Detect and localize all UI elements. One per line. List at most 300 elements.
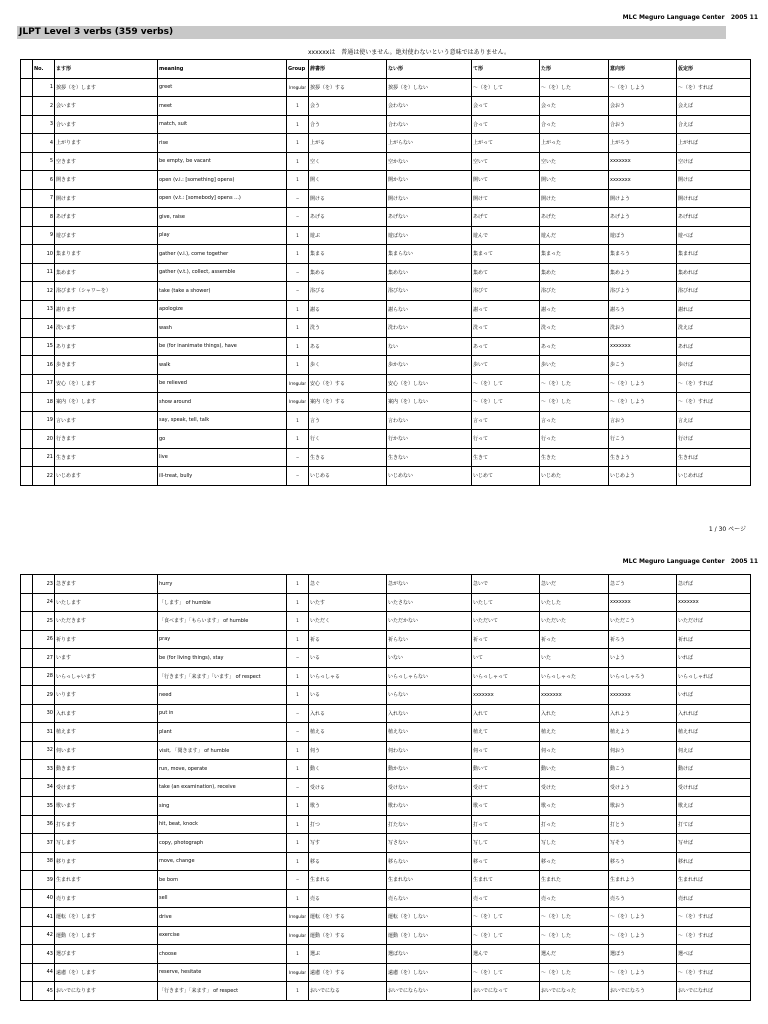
table-row bbox=[21, 871, 751, 890]
conditional-form-cell: 選べば bbox=[677, 945, 751, 964]
meaning-cell: sell bbox=[158, 889, 287, 908]
meaning-cell: say, speak, tell, talk bbox=[158, 411, 287, 430]
verb-group-cell: Irregular bbox=[287, 393, 309, 412]
ta-form-cell: 開けた bbox=[540, 189, 609, 208]
row-margin-cell bbox=[21, 337, 33, 356]
te-form-cell: ～（を）して bbox=[472, 963, 540, 982]
masu-form-cell: 開きます bbox=[55, 171, 158, 190]
nai-form-cell: 挨拶（を）しない bbox=[387, 78, 472, 97]
col-header-meaning: meaning bbox=[158, 60, 287, 79]
conditional-form-cell: いらっしゃれば bbox=[677, 667, 751, 686]
te-form-cell: 売って bbox=[472, 889, 540, 908]
masu-form-cell: 写します bbox=[55, 834, 158, 853]
conditional-form-cell: 集まれば bbox=[677, 245, 751, 264]
masu-form-cell: おいでになります bbox=[55, 982, 158, 1001]
te-form-cell: おいでになって bbox=[472, 982, 540, 1001]
table-row bbox=[21, 852, 751, 871]
ta-form-cell: ～（を）した bbox=[540, 963, 609, 982]
meaning-cell: choose bbox=[158, 945, 287, 964]
conditional-form-cell: 移れば bbox=[677, 852, 751, 871]
conditional-form-cell: 洗えば bbox=[677, 319, 751, 338]
te-form-cell: 選んで bbox=[472, 945, 540, 964]
meaning-cell: run, move, operate bbox=[158, 760, 287, 779]
te-form-cell: 合って bbox=[472, 115, 540, 134]
conditional-form-cell: 入れれば bbox=[677, 704, 751, 723]
page-header-1 bbox=[623, 14, 758, 21]
masu-form-cell: 打ちます bbox=[55, 815, 158, 834]
meaning-cell: sing bbox=[158, 797, 287, 816]
dictionary-form-cell: 行く bbox=[309, 430, 387, 449]
ta-form-cell: 洗った bbox=[540, 319, 609, 338]
verb-group-cell: 1 bbox=[287, 741, 309, 760]
verb-group-cell: Irregular bbox=[287, 374, 309, 393]
te-form-cell: いただいて bbox=[472, 612, 540, 631]
meaning-cell: be (for inanimate things), have bbox=[158, 337, 287, 356]
meaning-cell: be (for living things), stay bbox=[158, 649, 287, 668]
masu-form-cell: 洗います bbox=[55, 319, 158, 338]
te-form-cell: 洗って bbox=[472, 319, 540, 338]
dictionary-form-cell: 安心（を）する bbox=[309, 374, 387, 393]
conditional-form-cell: 急げば bbox=[677, 575, 751, 594]
verb-number-cell: 6 bbox=[33, 171, 55, 190]
verb-group-cell: 1 bbox=[287, 134, 309, 153]
nai-form-cell: 歌わない bbox=[387, 797, 472, 816]
verb-group-cell: 1 bbox=[287, 300, 309, 319]
verb-group-cell: 1 bbox=[287, 630, 309, 649]
ta-form-cell: ～（を）した bbox=[540, 374, 609, 393]
row-margin-cell bbox=[21, 741, 33, 760]
masu-form-cell: 空きます bbox=[55, 152, 158, 171]
row-margin-cell bbox=[21, 926, 33, 945]
meaning-cell: 「食べます」「もらいます」 of humble bbox=[158, 612, 287, 631]
masu-form-cell: 案内（を）します bbox=[55, 393, 158, 412]
meaning-cell: put in bbox=[158, 704, 287, 723]
verb-group-cell: − bbox=[287, 778, 309, 797]
conditional-form-cell: 伺えば bbox=[677, 741, 751, 760]
verb-number-cell: 21 bbox=[33, 448, 55, 467]
masu-form-cell: 開けます bbox=[55, 189, 158, 208]
dictionary-form-cell: 遊ぶ bbox=[309, 226, 387, 245]
te-form-cell: ～（を）して bbox=[472, 393, 540, 412]
ta-form-cell: 急いだ bbox=[540, 575, 609, 594]
meaning-cell: plant bbox=[158, 723, 287, 742]
verb-number-cell: 38 bbox=[33, 852, 55, 871]
meaning-cell: exercise bbox=[158, 926, 287, 945]
verb-group-cell: 1 bbox=[287, 319, 309, 338]
dictionary-form-cell: 受ける bbox=[309, 778, 387, 797]
table-row bbox=[21, 723, 751, 742]
dictionary-form-cell: いただく bbox=[309, 612, 387, 631]
masu-form-cell: 急ぎます bbox=[55, 575, 158, 594]
row-margin-cell bbox=[21, 963, 33, 982]
verb-number-cell: 31 bbox=[33, 723, 55, 742]
verb-number-cell: 40 bbox=[33, 889, 55, 908]
ta-form-cell: 空いた bbox=[540, 152, 609, 171]
dictionary-form-cell: 歩く bbox=[309, 356, 387, 375]
dictionary-form-cell: 開く bbox=[309, 171, 387, 190]
masu-form-cell: います bbox=[55, 649, 158, 668]
volitional-form-cell: おいでになろう bbox=[609, 982, 677, 1001]
volitional-form-cell: 受けよう bbox=[609, 778, 677, 797]
ta-form-cell: おいでになった bbox=[540, 982, 609, 1001]
table-row bbox=[21, 889, 751, 908]
dictionary-form-cell: 合う bbox=[309, 115, 387, 134]
nai-form-cell: 集めない bbox=[387, 263, 472, 282]
verb-number-cell: 11 bbox=[33, 263, 55, 282]
row-margin-cell bbox=[21, 393, 33, 412]
verb-number-cell: 24 bbox=[33, 593, 55, 612]
masu-form-cell: 浴びます（シャワーを） bbox=[55, 282, 158, 301]
ta-form-cell: 打った bbox=[540, 815, 609, 834]
volitional-form-cell: 動こう bbox=[609, 760, 677, 779]
te-form-cell: 上がって bbox=[472, 134, 540, 153]
conditional-form-cell: 祈れば bbox=[677, 630, 751, 649]
verb-number-cell: 42 bbox=[33, 926, 55, 945]
te-form-cell: 歌って bbox=[472, 797, 540, 816]
meaning-cell: play bbox=[158, 226, 287, 245]
verb-group-cell: 1 bbox=[287, 889, 309, 908]
nai-form-cell: 打たない bbox=[387, 815, 472, 834]
table-row bbox=[21, 356, 751, 375]
dictionary-form-cell: いる bbox=[309, 686, 387, 705]
col-header-nai: ない形 bbox=[387, 60, 472, 79]
volitional-form-cell: 開けよう bbox=[609, 189, 677, 208]
te-form-cell: 歩いて bbox=[472, 356, 540, 375]
te-form-cell: 生きて bbox=[472, 448, 540, 467]
dictionary-form-cell: いらっしゃる bbox=[309, 667, 387, 686]
row-margin-cell bbox=[21, 982, 33, 1001]
te-form-cell: いたして bbox=[472, 593, 540, 612]
ta-form-cell: 歌った bbox=[540, 797, 609, 816]
masu-form-cell: いじめます bbox=[55, 467, 158, 486]
te-form-cell: 空いて bbox=[472, 152, 540, 171]
nai-form-cell: おいでにならない bbox=[387, 982, 472, 1001]
verb-number-cell: 33 bbox=[33, 760, 55, 779]
conditional-form-cell: 会えば bbox=[677, 97, 751, 116]
te-form-cell: 集めて bbox=[472, 263, 540, 282]
nai-form-cell: ない bbox=[387, 337, 472, 356]
nai-form-cell: 空かない bbox=[387, 152, 472, 171]
te-form-cell: 受けて bbox=[472, 778, 540, 797]
verb-group-cell: 1 bbox=[287, 430, 309, 449]
nai-form-cell: 上がらない bbox=[387, 134, 472, 153]
nai-form-cell: いただかない bbox=[387, 612, 472, 631]
row-margin-cell bbox=[21, 871, 33, 890]
volitional-form-cell: ～（を）しよう bbox=[609, 926, 677, 945]
volitional-form-cell: 行こう bbox=[609, 430, 677, 449]
verb-group-cell: − bbox=[287, 871, 309, 890]
ta-form-cell: 集まった bbox=[540, 245, 609, 264]
dictionary-form-cell: 開ける bbox=[309, 189, 387, 208]
meaning-cell: greet bbox=[158, 78, 287, 97]
verb-number-cell: 29 bbox=[33, 686, 55, 705]
table-row bbox=[21, 593, 751, 612]
volitional-form-cell: xxxxxxx bbox=[609, 337, 677, 356]
conditional-form-cell: 開ければ bbox=[677, 189, 751, 208]
te-form-cell: 急いで bbox=[472, 575, 540, 594]
table-row bbox=[21, 760, 751, 779]
dictionary-form-cell: 歌う bbox=[309, 797, 387, 816]
verb-number-cell: 15 bbox=[33, 337, 55, 356]
conditional-form-cell: いじめれば bbox=[677, 467, 751, 486]
dictionary-form-cell: いたす bbox=[309, 593, 387, 612]
masu-form-cell: 伺います bbox=[55, 741, 158, 760]
verb-group-cell: − bbox=[287, 723, 309, 742]
row-margin-cell bbox=[21, 797, 33, 816]
dictionary-form-cell: 祈る bbox=[309, 630, 387, 649]
conditional-form-cell: おいでになれば bbox=[677, 982, 751, 1001]
table-row bbox=[21, 115, 751, 134]
table-row bbox=[21, 171, 751, 190]
te-form-cell: 伺って bbox=[472, 741, 540, 760]
ta-form-cell: いじめた bbox=[540, 467, 609, 486]
meaning-cell: hurry bbox=[158, 575, 287, 594]
dictionary-form-cell: 急ぐ bbox=[309, 575, 387, 594]
ta-form-cell: 生まれた bbox=[540, 871, 609, 890]
nai-form-cell: いらっしゃらない bbox=[387, 667, 472, 686]
row-margin-cell bbox=[21, 78, 33, 97]
ta-form-cell: あげた bbox=[540, 208, 609, 227]
table-row bbox=[21, 245, 751, 264]
dictionary-form-cell: 案内（を）する bbox=[309, 393, 387, 412]
row-margin-cell bbox=[21, 152, 33, 171]
te-form-cell: 打って bbox=[472, 815, 540, 834]
ta-form-cell: 行った bbox=[540, 430, 609, 449]
conditional-form-cell: 開けば bbox=[677, 171, 751, 190]
verb-group-cell: − bbox=[287, 282, 309, 301]
nai-form-cell: 開かない bbox=[387, 171, 472, 190]
nai-form-cell: 謝らない bbox=[387, 300, 472, 319]
conditional-form-cell: 浴びれば bbox=[677, 282, 751, 301]
verb-number-cell: 17 bbox=[33, 374, 55, 393]
dictionary-form-cell: 選ぶ bbox=[309, 945, 387, 964]
masu-form-cell: 言います bbox=[55, 411, 158, 430]
nai-form-cell: 会わない bbox=[387, 97, 472, 116]
masu-form-cell: 祈ります bbox=[55, 630, 158, 649]
header-date: 2005 11 bbox=[730, 558, 758, 565]
ta-form-cell: 遊んだ bbox=[540, 226, 609, 245]
conditional-form-cell: 集めれば bbox=[677, 263, 751, 282]
meaning-cell: go bbox=[158, 430, 287, 449]
meaning-cell: move, change bbox=[158, 852, 287, 871]
row-margin-cell bbox=[21, 300, 33, 319]
verb-group-cell: − bbox=[287, 467, 309, 486]
verb-number-cell: 1 bbox=[33, 78, 55, 97]
verb-group-cell: − bbox=[287, 448, 309, 467]
masu-form-cell: 行きます bbox=[55, 430, 158, 449]
conditional-form-cell: 合えば bbox=[677, 115, 751, 134]
verb-group-cell: 1 bbox=[287, 171, 309, 190]
meaning-cell: show around bbox=[158, 393, 287, 412]
row-margin-cell bbox=[21, 319, 33, 338]
meaning-cell: visit, 「聞きます」 of humble bbox=[158, 741, 287, 760]
dictionary-form-cell: 洗う bbox=[309, 319, 387, 338]
table-row bbox=[21, 430, 751, 449]
nai-form-cell: いない bbox=[387, 649, 472, 668]
dictionary-form-cell: 打つ bbox=[309, 815, 387, 834]
verb-number-cell: 41 bbox=[33, 908, 55, 927]
masu-form-cell: いただきます bbox=[55, 612, 158, 631]
table-row bbox=[21, 393, 751, 412]
table-row bbox=[21, 575, 751, 594]
verb-number-cell: 16 bbox=[33, 356, 55, 375]
nai-form-cell: 選ばない bbox=[387, 945, 472, 964]
dictionary-form-cell: 生きる bbox=[309, 448, 387, 467]
volitional-form-cell: 生きよう bbox=[609, 448, 677, 467]
masu-form-cell: 売ります bbox=[55, 889, 158, 908]
table-row bbox=[21, 908, 751, 927]
volitional-form-cell: ～（を）しよう bbox=[609, 374, 677, 393]
table-row bbox=[21, 704, 751, 723]
conditional-form-cell: 空けば bbox=[677, 152, 751, 171]
dictionary-form-cell: 集まる bbox=[309, 245, 387, 264]
verb-number-cell: 14 bbox=[33, 319, 55, 338]
meaning-cell: match, suit bbox=[158, 115, 287, 134]
volitional-form-cell: ～（を）しよう bbox=[609, 78, 677, 97]
verb-number-cell: 5 bbox=[33, 152, 55, 171]
verb-group-cell: 1 bbox=[287, 667, 309, 686]
masu-form-cell: 合います bbox=[55, 115, 158, 134]
masu-form-cell: いたします bbox=[55, 593, 158, 612]
ta-form-cell: 合った bbox=[540, 115, 609, 134]
verb-number-cell: 9 bbox=[33, 226, 55, 245]
volitional-form-cell: xxxxxxx bbox=[609, 593, 677, 612]
te-form-cell: いじめて bbox=[472, 467, 540, 486]
conditional-form-cell: 上がれば bbox=[677, 134, 751, 153]
verb-group-cell: 1 bbox=[287, 245, 309, 264]
volitional-form-cell: 浴びよう bbox=[609, 282, 677, 301]
conditional-form-cell: ～（を）すれば bbox=[677, 78, 751, 97]
conditional-form-cell: 歩けば bbox=[677, 356, 751, 375]
volitional-form-cell: 写そう bbox=[609, 834, 677, 853]
te-form-cell: あって bbox=[472, 337, 540, 356]
dictionary-form-cell: 空く bbox=[309, 152, 387, 171]
te-form-cell: 植えて bbox=[472, 723, 540, 742]
dictionary-form-cell: 遠慮（を）する bbox=[309, 963, 387, 982]
table-row bbox=[21, 815, 751, 834]
ta-form-cell: 写した bbox=[540, 834, 609, 853]
dictionary-form-cell: 動く bbox=[309, 760, 387, 779]
verb-number-cell: 28 bbox=[33, 667, 55, 686]
ta-form-cell: xxxxxxx bbox=[540, 686, 609, 705]
ta-form-cell: 受けた bbox=[540, 778, 609, 797]
volitional-form-cell: 上がろう bbox=[609, 134, 677, 153]
table-row bbox=[21, 282, 751, 301]
verb-number-cell: 2 bbox=[33, 97, 55, 116]
te-form-cell: 入れて bbox=[472, 704, 540, 723]
dictionary-form-cell: 売る bbox=[309, 889, 387, 908]
verb-number-cell: 30 bbox=[33, 704, 55, 723]
verb-group-cell: 1 bbox=[287, 593, 309, 612]
nai-form-cell: 植えない bbox=[387, 723, 472, 742]
verb-group-cell: − bbox=[287, 704, 309, 723]
ta-form-cell: 売った bbox=[540, 889, 609, 908]
dictionary-form-cell: 植える bbox=[309, 723, 387, 742]
ta-form-cell: 入れた bbox=[540, 704, 609, 723]
nai-form-cell: 案内（を）しない bbox=[387, 393, 472, 412]
masu-form-cell: 入れます bbox=[55, 704, 158, 723]
verb-group-cell: 1 bbox=[287, 152, 309, 171]
table-row bbox=[21, 411, 751, 430]
ta-form-cell: あった bbox=[540, 337, 609, 356]
ta-form-cell: いた bbox=[540, 649, 609, 668]
verb-group-cell: 1 bbox=[287, 834, 309, 853]
table-row bbox=[21, 448, 751, 467]
dictionary-form-cell: いじめる bbox=[309, 467, 387, 486]
verb-number-cell: 3 bbox=[33, 115, 55, 134]
col-header-volitional: 意向形 bbox=[609, 60, 677, 79]
verb-table-page-1 bbox=[20, 59, 751, 486]
ta-form-cell: 謝った bbox=[540, 300, 609, 319]
nai-form-cell: 言わない bbox=[387, 411, 472, 430]
row-margin-cell bbox=[21, 630, 33, 649]
dictionary-form-cell: 写す bbox=[309, 834, 387, 853]
table-row bbox=[21, 612, 751, 631]
te-form-cell: 生まれて bbox=[472, 871, 540, 890]
table-row bbox=[21, 982, 751, 1001]
row-margin-cell bbox=[21, 834, 33, 853]
meaning-cell: give, raise bbox=[158, 208, 287, 227]
verb-group-cell: − bbox=[287, 208, 309, 227]
conditional-form-cell: ～（を）すれば bbox=[677, 393, 751, 412]
table-row bbox=[21, 134, 751, 153]
conditional-form-cell: 受ければ bbox=[677, 778, 751, 797]
table-row bbox=[21, 963, 751, 982]
nai-form-cell: 遊ばない bbox=[387, 226, 472, 245]
table-row bbox=[21, 319, 751, 338]
masu-form-cell: 上がります bbox=[55, 134, 158, 153]
ta-form-cell: 集めた bbox=[540, 263, 609, 282]
verb-number-cell: 34 bbox=[33, 778, 55, 797]
nai-form-cell: 売らない bbox=[387, 889, 472, 908]
verb-group-cell: 1 bbox=[287, 97, 309, 116]
ta-form-cell: 植えた bbox=[540, 723, 609, 742]
conditional-form-cell: ～（を）すれば bbox=[677, 374, 751, 393]
te-form-cell: 開いて bbox=[472, 171, 540, 190]
nai-form-cell: いたさない bbox=[387, 593, 472, 612]
verb-group-cell: 1 bbox=[287, 356, 309, 375]
volitional-form-cell: 会おう bbox=[609, 97, 677, 116]
masu-form-cell: 謝ります bbox=[55, 300, 158, 319]
row-margin-cell bbox=[21, 760, 33, 779]
verb-number-cell: 10 bbox=[33, 245, 55, 264]
verb-group-cell: 1 bbox=[287, 226, 309, 245]
nai-form-cell: 急がない bbox=[387, 575, 472, 594]
masu-form-cell: 歌います bbox=[55, 797, 158, 816]
blank-header bbox=[21, 60, 33, 79]
te-form-cell: いて bbox=[472, 649, 540, 668]
nai-form-cell: 洗わない bbox=[387, 319, 472, 338]
row-margin-cell bbox=[21, 908, 33, 927]
ta-form-cell: いたした bbox=[540, 593, 609, 612]
col-header-masu: ます形 bbox=[55, 60, 158, 79]
document-title: JLPT Level 3 verbs (359 verbs) bbox=[17, 26, 726, 39]
nai-form-cell: 写さない bbox=[387, 834, 472, 853]
volitional-form-cell: xxxxxxx bbox=[609, 171, 677, 190]
col-header-no: No. bbox=[33, 60, 55, 79]
volitional-form-cell: 売ろう bbox=[609, 889, 677, 908]
masu-form-cell: いらっしゃいます bbox=[55, 667, 158, 686]
row-margin-cell bbox=[21, 263, 33, 282]
table-row bbox=[21, 926, 751, 945]
dictionary-form-cell: 言う bbox=[309, 411, 387, 430]
masu-form-cell: あります bbox=[55, 337, 158, 356]
dictionary-form-cell: おいでになる bbox=[309, 982, 387, 1001]
volitional-form-cell: 選ぼう bbox=[609, 945, 677, 964]
verb-group-cell: 1 bbox=[287, 815, 309, 834]
row-margin-cell bbox=[21, 686, 33, 705]
header-date: 2005 11 bbox=[730, 14, 758, 21]
